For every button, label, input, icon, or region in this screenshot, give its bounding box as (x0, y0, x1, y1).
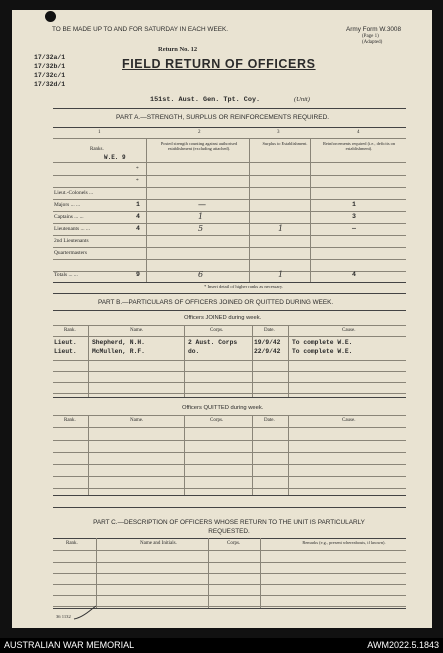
joined-name: McMullen, R.F. (92, 348, 145, 355)
unit-value: 151st. Aust. Gen. Tpt. Coy. (150, 96, 261, 104)
col-header: Corps. (227, 541, 241, 546)
joined-date: 22/9/42 (254, 348, 281, 355)
col-header: Rank. (64, 328, 76, 333)
col-header: Date. (264, 418, 275, 423)
cell-authorised: 9 (136, 271, 140, 278)
col-header: Corps. (210, 418, 224, 423)
form-page: (Page 1) (362, 34, 379, 39)
cell-authorised: 1 (136, 201, 140, 208)
code-3: 17/32c/1 (34, 72, 66, 79)
joined-corps: do. (188, 348, 200, 355)
col-header-surplus: Surplus to Establishment. (262, 141, 308, 146)
cell-reinforcements: 4 (352, 271, 356, 278)
unit-label: (Unit) (294, 96, 310, 103)
rank-label: 2nd Lieutenants (54, 238, 89, 244)
code-1: 17/32a/1 (34, 54, 66, 61)
quitted-title: Officers QUITTED during week. (182, 405, 264, 411)
part-b-heading: PART B.—PARTICULARS OF OFFICERS JOINED OR QUITTED DURING WEEK. (98, 299, 334, 306)
col-header: Rank. (66, 541, 78, 546)
col-number-2: 2 (198, 130, 201, 135)
cell-posted: — (198, 200, 206, 209)
rank-label: Quartermasters (54, 250, 87, 256)
rank-label: Lieutenants ... ... (54, 226, 90, 232)
col-header: Rank. (64, 418, 76, 423)
ranks-entry: W.E. 9 (104, 154, 126, 161)
form-sheet (12, 10, 432, 628)
joined-cause: To complete W.E. (292, 339, 353, 346)
col-header: Remarks (e.g., present whereabouts, if known). (302, 540, 386, 545)
rank-label: Captains ... ... (54, 214, 84, 220)
cell-authorised: 4 (136, 213, 140, 220)
rank-label: Majors ... ... (54, 202, 81, 208)
joined-corps: 2 Aust. Corps (188, 339, 238, 346)
joined-rank: Lieut. (54, 339, 77, 346)
rank-label: Lieut.-Colonels ... (54, 190, 94, 196)
rank-label: * (136, 166, 139, 172)
code-4: 17/32d/1 (34, 81, 66, 88)
cell-posted: 6 (198, 270, 204, 279)
cell-reinforcements: 1 (352, 201, 356, 208)
joined-cause: To complete W.E. (292, 348, 353, 355)
cell-posted: 5 (198, 224, 204, 233)
cell-authorised: 4 (136, 225, 140, 232)
col-number-1: 1 (98, 130, 101, 135)
header-instruction: TO BE MADE UP TO AND FOR SATURDAY IN EACH WEEK. (52, 26, 229, 33)
col-header-ranks: Ranks. (90, 147, 104, 152)
part-a-heading: PART A.—STRENGTH, SURPLUS OR REINFORCEMENTS REQUIRED. (116, 114, 330, 121)
part-c-heading: PART C.—DESCRIPTION OF OFFICERS WHOSE RETURN TO THE UNIT IS PARTICULARLY REQUESTED. (93, 519, 365, 535)
col-header: Date. (264, 328, 275, 333)
pen-mark (72, 605, 102, 621)
footer-accession: AWM2022.5.1843 (367, 640, 439, 650)
col-header-reinforcements: Reinforcements required (i.e., deficits on establishment). (322, 141, 396, 152)
rank-label: * (136, 178, 139, 184)
joined-rank: Lieut. (54, 348, 77, 355)
form-id: Army Form W.3008 (346, 26, 402, 33)
joined-name: Shepherd, N.H. (92, 339, 145, 346)
form-adapted: (Adapted) (362, 40, 383, 45)
col-header: Name. (130, 328, 144, 333)
col-number-4: 4 (357, 130, 360, 135)
col-header-posted: Posted strength counting against authorised establishment (excluding attached). (160, 141, 238, 152)
col-header: Name. (130, 418, 144, 423)
return-number: Return No. 12 (158, 46, 198, 53)
col-header: Name and Initials. (140, 541, 177, 546)
cell-reinforcements: 3 (352, 213, 356, 220)
cell-surplus: 1 (278, 270, 284, 279)
col-header: Corps. (210, 328, 224, 333)
joined-title: Officers JOINED during week. (184, 315, 262, 321)
col-number-3: 3 (277, 130, 280, 135)
code-2: 17/32b/1 (34, 63, 66, 70)
archive-footer (0, 638, 443, 653)
cell-posted: 1 (198, 212, 204, 221)
joined-date: 19/9/42 (254, 339, 281, 346)
form-code: 36 1132 (56, 614, 71, 619)
footer-source: AUSTRALIAN WAR MEMORIAL (4, 640, 135, 650)
cell-reinforcements: — (352, 225, 356, 232)
part-a-footnote: * Insert detail of higher ranks as necessary. (204, 284, 284, 289)
cell-surplus: 1 (278, 224, 284, 233)
col-header: Cause. (342, 418, 356, 423)
form-title: FIELD RETURN OF OFFICERS (122, 57, 316, 71)
punch-hole (45, 11, 56, 22)
rank-label: Totals ... ... (54, 272, 78, 278)
col-header: Cause. (342, 328, 356, 333)
